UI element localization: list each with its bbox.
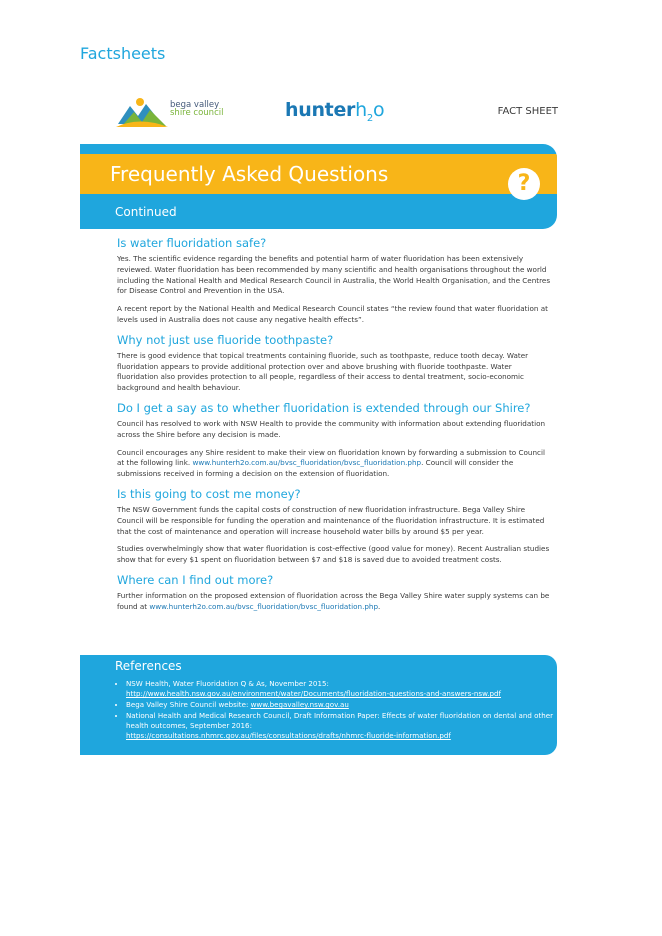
bega-valley-mountain-icon <box>116 96 170 130</box>
bega-valley-logo <box>116 96 226 130</box>
hunter-logo-part1: hunter <box>285 99 356 121</box>
faq-banner <box>80 144 557 229</box>
submission-link[interactable]: www.hunterh2o.com.au/bvsc_fluoridation/bvsc_fluoridation.php <box>192 458 422 468</box>
reference-link[interactable]: http://www.health.nsw.gov.au/environment/water/Documents/fluoridation-questions-and-answers-nsw.pdf <box>126 689 502 698</box>
logo-bar <box>80 96 560 132</box>
faq-section-say <box>117 401 553 480</box>
faq-content <box>117 236 553 620</box>
banner-title: Frequently Asked Questions <box>110 162 389 186</box>
paragraph-text: Council encourages any Shire resident to make their view on fluoridation known by forwarding a submission to Council at the following link. <box>117 447 545 468</box>
paragraph-text: . <box>378 601 381 611</box>
reference-link[interactable]: www.begavalley.nsw.gov.au <box>250 700 349 709</box>
section-paragraph <box>117 591 553 613</box>
info-link[interactable]: www.hunterh2o.com.au/bvsc_fluoridation/bvsc_fluoridation.php <box>149 601 379 611</box>
section-heading: Is water fluoridation safe? <box>117 236 267 250</box>
reference-text: National Health and Medical Research Council, Draft Information Paper: Effects of water fluoridation on dental and other health outcomes, September 2016: <box>126 711 554 730</box>
section-paragraph: Council has resolved to work with NSW Health to provide the community with information about extending fluoridation across the Shire before any decision is made. <box>117 418 546 439</box>
section-paragraph: A recent report by the National Health and Medical Research Council states “the review found that water fluoridation at levels used in Australia does not cause any negative health effects”. <box>117 304 548 324</box>
faq-section-toothpaste <box>117 333 553 394</box>
bega-logo-line1: bega valley <box>170 100 220 110</box>
references-heading: References <box>115 659 182 673</box>
hunter-h2o-logo <box>285 99 384 124</box>
paragraph-text: Further information on the proposed extension of fluoridation across the Bega Valley Shire water supply systems can be found at <box>117 590 550 611</box>
section-heading: Is this going to cost me money? <box>117 486 301 501</box>
reference-text: Bega Valley Shire Council website: <box>126 700 251 709</box>
section-paragraph <box>117 448 553 480</box>
page-title: Factsheets <box>80 44 166 63</box>
section-paragraph: Studies overwhelmingly show that water fluoridation is cost-effective (good value for money). Recent Australian studies show that for every $1 spent on fluoridation between $7 and $18 is saved due to avoided treatment costs. <box>117 544 550 565</box>
section-paragraph: There is good evidence that topical treatments containing fluoride, such as toothpaste, reduce tooth decay. Water fluoridation appears to provide additional protection over and above brushing with fluoride toothpaste. Water fluoridation also provides protection to all people, regardless of their access to dental treatment, socio-economic background and health behaviour. <box>117 350 529 393</box>
reference-text: NSW Health, Water Fluoridation Q & As, November 2015: <box>126 679 329 688</box>
hunter-logo-subscript: 2 <box>366 112 373 124</box>
section-paragraph: The NSW Government funds the capital costs of construction of new fluoridation infrastructure. Bega Valley Shire Council will be responsible for funding the operation and maintenance of the fluoridation infrastructure. It is estimated that the cost of maintenance and operation will increase household water bills by around $5 per year. <box>117 504 545 536</box>
faq-section-cost <box>117 487 553 566</box>
hunter-logo-part3: o <box>372 99 385 121</box>
fact-sheet-label: FACT SHEET <box>497 106 558 117</box>
reference-link[interactable]: https://consultations.nhmrc.gov.au/files/consultations/drafts/nhmrc-fluoride-information.pdf <box>126 731 451 740</box>
banner-title-bar <box>80 154 557 194</box>
section-heading: Why not just use fluoride toothpaste? <box>117 332 334 347</box>
banner-subtitle: Continued <box>115 205 177 219</box>
section-heading: Do I get a say as to whether fluoridation is extended through our Shire? <box>117 400 531 415</box>
faq-section-safety <box>117 236 553 326</box>
references-box <box>80 655 557 755</box>
reference-item <box>126 700 556 710</box>
reference-item <box>126 711 556 741</box>
paragraph-text: . Council will consider the submissions received in forming a decision on the extension of fluoridation. <box>117 458 514 479</box>
question-mark-icon: ? <box>508 168 540 200</box>
bega-logo-line2: shire council <box>170 108 224 118</box>
hunter-logo-part2: h <box>355 99 367 121</box>
section-paragraph: Yes. The scientific evidence regarding the benefits and potential harm of water fluoridation has been extensively reviewed. Water fluoridation has been recommended by many scientific and health organisations throughout the world including the National Health and Medical Research Council in Australia, the World Health Organisation, and the Centres for Disease Control and Prevention in the USA. <box>117 254 551 296</box>
section-heading: Where can I find out more? <box>117 572 274 587</box>
reference-item <box>126 679 556 699</box>
faq-section-find-out-more <box>117 573 553 613</box>
references-list <box>114 679 556 742</box>
